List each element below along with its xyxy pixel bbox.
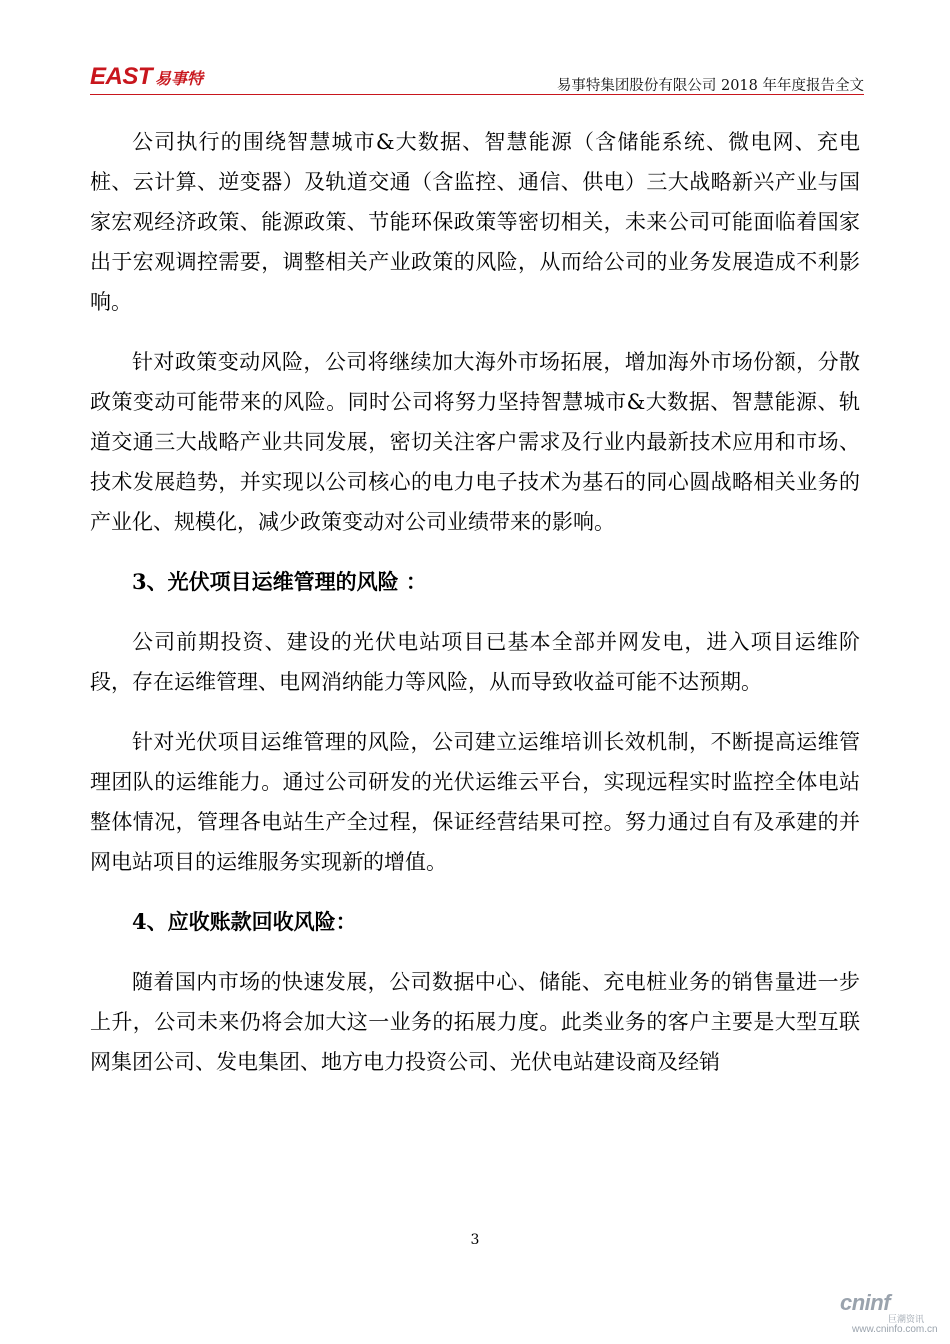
paragraph-pv-risk: 公司前期投资、建设的光伏电站项目已基本全部并网发电，进入项目运维阶段，存在运维管理、电网消纳能力等风险，从而导致收益可能不达预期。	[90, 630, 860, 694]
watermark-cn: 巨潮资讯	[888, 1315, 925, 1325]
paragraph-receivables-risk: 随着国内市场的快速发展，公司数据中心、储能、充电桩业务的销售量进一步上升，公司未来仍将会加大这一业务的拓展力度。此类业务的客户主要是大型互联网集团公司、发电集团、地方电力投资公司、光伏电站建设商及经销	[90, 970, 860, 1074]
report-title: 易事特集团股份有限公司 2018 年年度报告全文	[556, 78, 864, 94]
paragraph-pv-response: 针对光伏项目运维管理的风险，公司建立运维培训长效机制，不断提高运维管理团队的运维能力。通过公司研发的光伏运维云平台，实现远程实时监控全体电站整体情况，管理各电站生产全过程，保证经营结果可控。努力通过自有及承建的并网电站项目的运维服务实现新的增值。	[90, 730, 860, 874]
paragraph-policy-response: 针对政策变动风险，公司将继续加大海外市场拓展，增加海外市场份额，分散政策变动可能带来的风险。同时公司将努力坚持智慧城市&大数据、智慧能源、轨道交通三大战略产业共同发展，密切关注客户需求及行业内最新技术应用和市场、技术发展趋势，并实现以公司核心的电力电子技术为基石的同心圆战略相关业务的产业化、规模化，减少政策变动对公司业绩带来的影响。	[90, 350, 860, 534]
watermark-url: www.cninfo.com.cn	[852, 1324, 938, 1335]
section-heading-3: 3、光伏项目运维管理的风险 ：	[132, 569, 427, 594]
logo-cn-text: 易事特	[155, 69, 204, 88]
section-heading-4: 4、应收账款回收风险：	[132, 909, 357, 934]
page-header	[90, 62, 864, 96]
header-divider	[90, 94, 864, 95]
watermark-brand: cninf	[840, 1290, 891, 1315]
page-number: 3	[470, 1232, 480, 1248]
document-body	[90, 122, 860, 1102]
company-logo	[90, 64, 203, 90]
paragraph-policy-risk: 公司执行的围绕智慧城市&大数据、智慧能源（含储能系统、微电网、充电桩、云计算、逆变器）及轨道交通（含监控、通信、供电）三大战略新兴产业与国家宏观经济政策、能源政策、节能环保政策等密切相关，未来公司可能面临着国家出于宏观调控需要，调整相关产业政策的风险，从而给公司的业务发展造成不利影响。	[90, 130, 860, 314]
cninfo-watermark	[840, 1290, 940, 1336]
logo-east-text: EAST	[90, 63, 153, 90]
